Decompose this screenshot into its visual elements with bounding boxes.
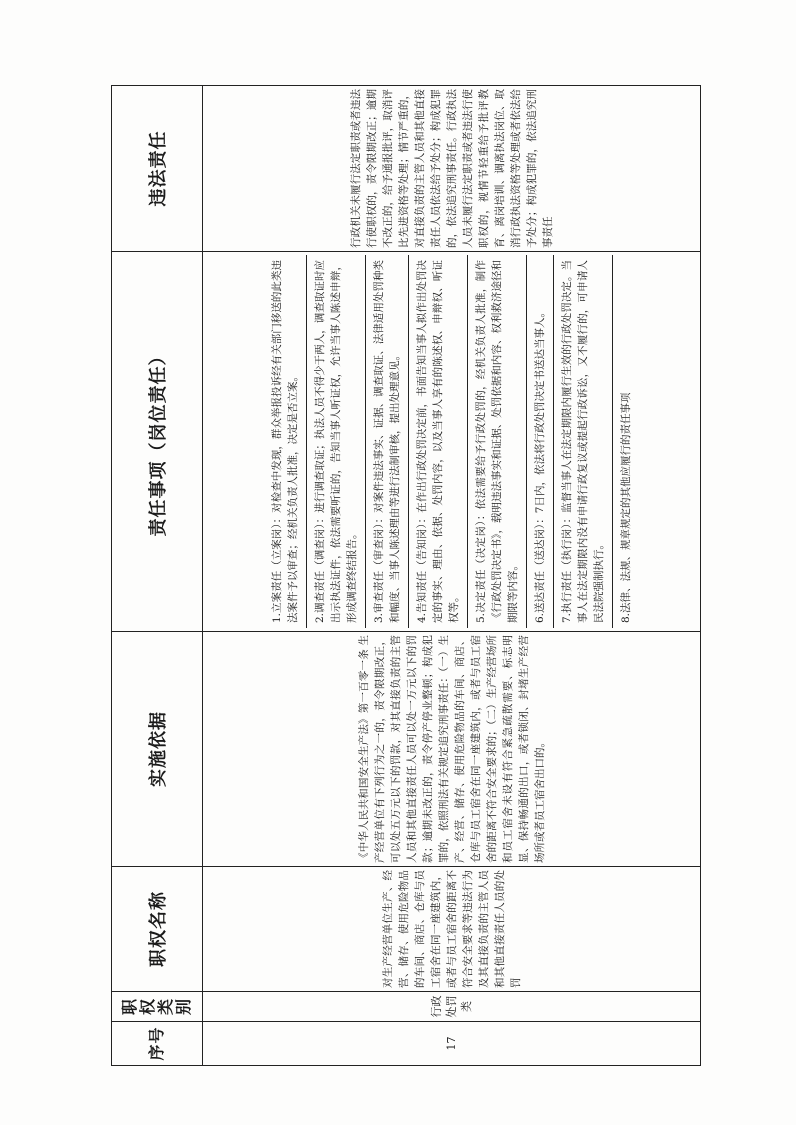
header-liability: 违法责任 bbox=[112, 86, 203, 252]
seq-cell: 17 bbox=[203, 1022, 701, 1066]
name-cell: 对生产经营单位生产、经营、储存、使用危险物品的车间、商店、仓库与员工宿舍在同一座建筑内，或者与员工宿舍的距离不符合安全要求等违法行为及其直接负责的主管人员和其他直接责任人员的处罚 bbox=[203, 867, 701, 992]
duty-item: 4.告知责任（告知岗）：在作出行政处罚决定前，书面告知当事人拟作出处罚决定的事实、理由、依据、处罚内容，以及当事人享有的陈述权、申辩权、听证权等。 bbox=[409, 255, 468, 628]
liability-cell: 行政机关未履行法定职责或者违法行使职权的，责令限期改正；逾期不改正的，给予通报批评，取消评比先进资格等处理；情节严重的，对直接负责的主管人员和其他直接责任人员依法给予处分；构成犯罪的，依法追究刑事责任。行政执法人员未履行法定职责或者违法行使职权的，视情节轻重给予批评教育、离岗培训、调离执法岗位、取消行政执法资格等处理或者依法给予处分；构成犯罪的，依法追究刑事责任 bbox=[203, 86, 701, 252]
header-name: 职权名称 bbox=[112, 867, 203, 992]
duty-item: 5.决定责任（决定岗）：依法需要给予行政处罚的，经机关负责人批准，制作《行政处罚决定书》，载明违法事实和证据、处罚依据和内容、权利救济途径和期限等内容。 bbox=[468, 255, 527, 628]
duty-item: 2.调查责任（调查岗）：进行调查取证；执法人员不得少于两人，调查取证时应出示执法证件，依法需要听证的，告知当事人听证权，允许当事人陈述申辩，形成调查终结报告。 bbox=[307, 255, 366, 628]
duty-cell bbox=[203, 252, 701, 632]
header-type: 职权类别 bbox=[112, 992, 203, 1022]
duty-item: 8.法律、法规、规章规定的其他应履行的责任事项 bbox=[620, 392, 632, 623]
header-duty: 责任事项（岗位责任） bbox=[112, 252, 203, 632]
table-row bbox=[203, 86, 701, 1066]
duty-item: 7.执行责任（执行岗）：监督当事人在法定期限内履行生效的行政处罚决定。当事人在法定期限内没有申请行政复议或提起行政诉讼，又不履行的，可申请人民法院强制执行。 bbox=[554, 255, 613, 628]
header-seq: 序号 bbox=[112, 1022, 203, 1066]
basis-cell: 《中华人民共和国安全生产法》第一百零一条 生产经营单位有下列行为之一的，责令限期改正，可以处五万元以下的罚款，对其直接负责的主管人员和其他直接责任人员可以处一万元以下的罚款；逾期未改正的，责令停产停业整顿；构成犯罪的，依照刑法有关规定追究刑事责任：（一）生产、经营、储存、使用危险物品的车间、商店、仓库与员工宿舍在同一座建筑内，或者与员工宿舍的距离不符合安全要求的；（二）生产经营场所和员工宿舍未设有符合紧急疏散需要、标志明显、保持畅通的出口，或者锁闭、封堵生产经营场所或者员工宿舍出口的。 bbox=[203, 632, 701, 867]
duty-item: 3.审查责任（审查岗）：对案件违法事实、证据、调查取证、法律适用处罚种类和幅度、当事人陈述理由等进行法制审核，提出处理意见。 bbox=[366, 255, 409, 628]
duty-item: 6.送达责任（送达岗）：7日内，依法将行政处罚决定书送达当事人。 bbox=[527, 255, 554, 628]
rotated-table-wrapper bbox=[111, 86, 701, 1066]
duty-item: 1.立案责任（立案岗）：对检查中发现，群众举报投诉经有关部门移送的此类违法案件予以审查；经机关负责人批准，决定是否立案。 bbox=[264, 255, 307, 628]
responsibility-table bbox=[111, 85, 701, 1066]
type-cell: 行政处罚类 bbox=[203, 992, 701, 1022]
header-basis: 实施依据 bbox=[112, 632, 203, 867]
header-row bbox=[112, 86, 203, 1066]
